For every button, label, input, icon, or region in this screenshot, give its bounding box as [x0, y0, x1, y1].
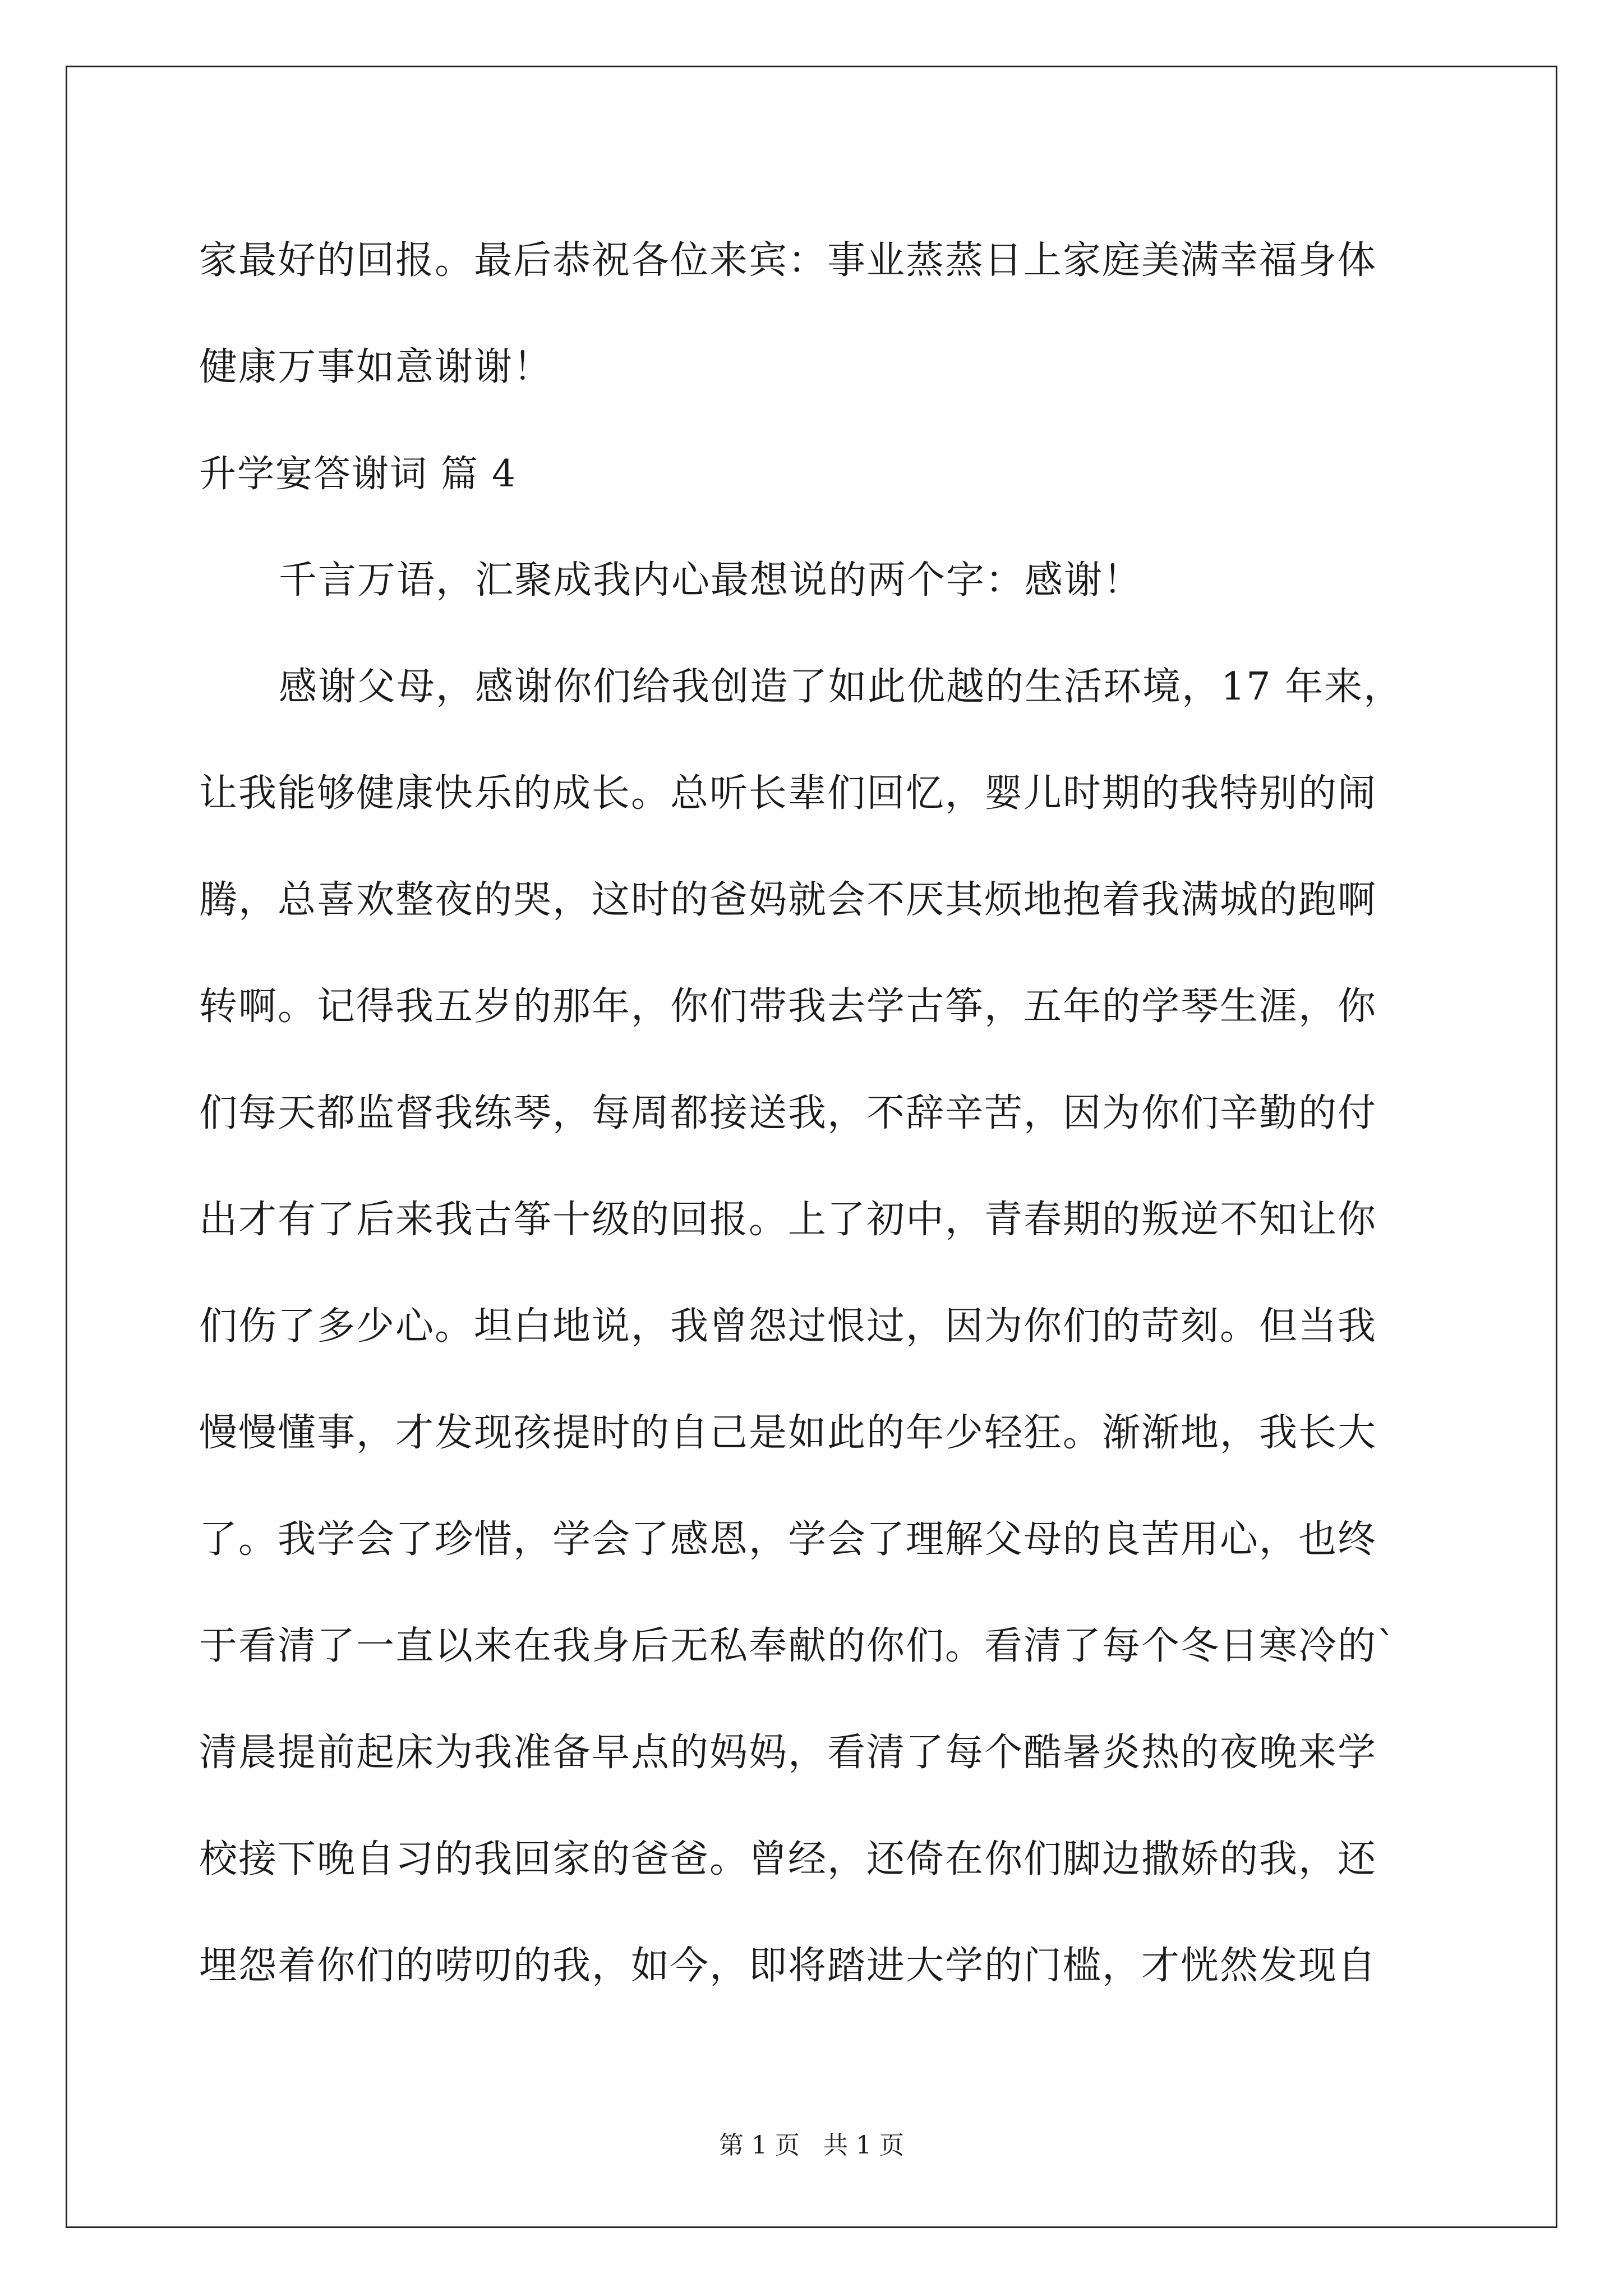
text-line: 们伤了多少心。坦白地说，我曾怨过恨过，因为你们的苛刻。但当我 — [199, 1304, 1377, 1349]
text-line: 慢慢懂事，才发现孩提时的自己是如此的年少轻狂。渐渐地，我长大 — [199, 1411, 1377, 1455]
text-line: 健康万事如意谢谢！ — [199, 345, 553, 389]
page-number: 第 1 页 — [719, 2131, 800, 2160]
text-line: 家最好的回报。最后恭祝各位来宾：事业蒸蒸日上家庭美满幸福身体 — [199, 238, 1377, 283]
text-line: 让我能够健康快乐的成长。总听长辈们回忆，婴儿时期的我特别的闹 — [199, 771, 1377, 816]
paragraph-first-line: 千言万语，汇聚成我内心最想说的两个字：感谢！ — [279, 558, 1143, 602]
text-line: 于看清了一直以来在我身后无私奉献的你们。看清了每个冬日寒冷的` — [199, 1624, 1398, 1668]
section-heading: 升学宴答谢词 篇 4 — [199, 452, 517, 495]
page-total: 共 1 页 — [823, 2131, 904, 2160]
page-footer — [0, 2129, 1623, 2162]
text-line: 转啊。记得我五岁的那年，你们带我去学古筝，五年的学琴生涯，你 — [199, 984, 1377, 1029]
paragraph-first-line: 感谢父母，感谢你们给我创造了如此优越的生活环境，17 年来， — [279, 665, 1403, 709]
text-line: 出才有了后来我古筝十级的回报。上了初中，青春期的叛逆不知让你 — [199, 1198, 1377, 1242]
document-body — [199, 208, 1433, 2019]
text-line: 们每天都监督我练琴，每周都接送我，不辞辛苦，因为你们辛勤的付 — [199, 1091, 1377, 1135]
text-line: 校接下晚自习的我回家的爸爸。曾经，还倚在你们脚边撒娇的我，还 — [199, 1837, 1377, 1881]
text-line: 清晨提前起床为我准备早点的妈妈，看清了每个酷暑炎热的夜晚来学 — [199, 1731, 1377, 1775]
text-line: 了。我学会了珍惜，学会了感恩，学会了理解父母的良苦用心，也终 — [199, 1517, 1377, 1562]
text-line: 埋怨着你们的唠叨的我，如今，即将踏进大学的门槛，才恍然发现自 — [199, 1944, 1377, 1988]
text-line: 腾，总喜欢整夜的哭，这时的爸妈就会不厌其烦地抱着我满城的跑啊 — [199, 878, 1377, 922]
